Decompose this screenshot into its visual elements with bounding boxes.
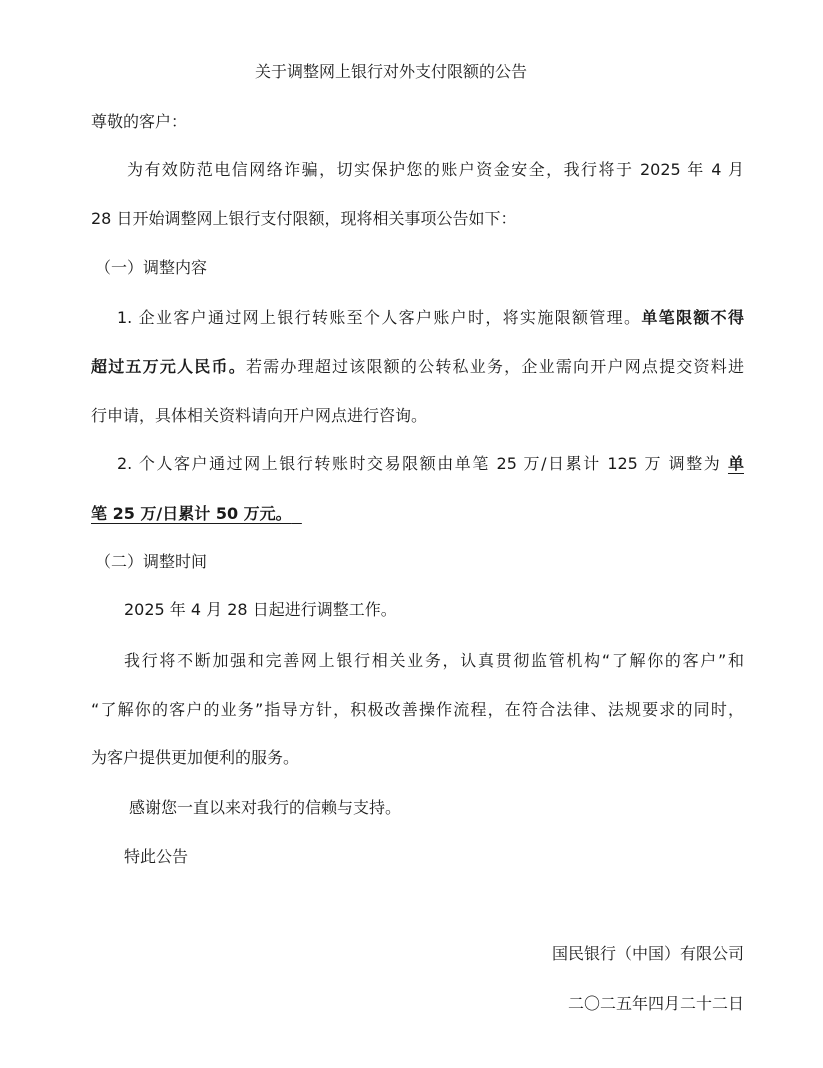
item-1-limit-emphasis-b: 超过五万元人民币。 <box>91 357 246 376</box>
item-1-line-1-text: 1. 企业客户通过网上银行转账至个人客户账户时，将实施限额管理。 <box>117 308 642 327</box>
intro-line-1: 为有效防范电信网络诈骗，切实保护您的账户资金安全，我行将于 2025 年 4 月 <box>127 160 744 179</box>
item-1-line-2 <box>91 355 744 379</box>
closing-line-2: “了解你的客户的业务”指导方针，积极改善操作流程，在符合法律、法规要求的同时， <box>91 700 744 719</box>
closing-line-1: 我行将不断加强和完善网上银行相关业务，认真贯彻监管机构“了解你的客户”和 <box>124 651 744 670</box>
announce-line: 特此公告 <box>124 847 189 866</box>
item-2-limit-emphasis-b: 笔 25 万/日累计 50 万元。 <box>91 504 292 523</box>
notice-title: 关于调整网上银行对外支付限额的公告 <box>254 62 527 81</box>
item-2-line-1-text: 2. 个人客户通过网上银行转账时交易限额由单笔 25 万/日累计 125 万 调整为 <box>117 454 728 473</box>
signature-date: 二〇二五年四月二十二日 <box>567 994 744 1013</box>
adjustment-time: 2025 年 4 月 28 日起进行调整工作。 <box>124 600 397 619</box>
thanks-line: 感谢您一直以来对我行的信赖与支持。 <box>129 798 402 817</box>
item-1-limit-emphasis-a: 单笔限额不得 <box>641 308 744 327</box>
item-2-limit-emphasis-a: 单 <box>727 454 744 473</box>
item-2-line-1 <box>117 452 744 476</box>
salutation: 尊敬的客户： <box>91 112 188 131</box>
closing-line-3: 为客户提供更加便利的服务。 <box>91 748 300 767</box>
section-heading-content: （一）调整内容 <box>95 258 208 277</box>
intro-line-2: 28 日开始调整网上银行支付限额，现将相关事项公告如下： <box>91 209 517 228</box>
item-1-line-1 <box>117 306 744 330</box>
section-heading-time: （二）调整时间 <box>95 552 208 571</box>
item-1-line-3: 行申请，具体相关资料请向开户网点进行咨询。 <box>91 406 428 425</box>
item-2-line-2 <box>91 502 744 526</box>
signature-organization: 国民银行（中国）有限公司 <box>551 944 744 963</box>
item-1-line-2-text: 若需办理超过该限额的公转私业务，企业需向开户网点提交资料进 <box>245 357 744 376</box>
